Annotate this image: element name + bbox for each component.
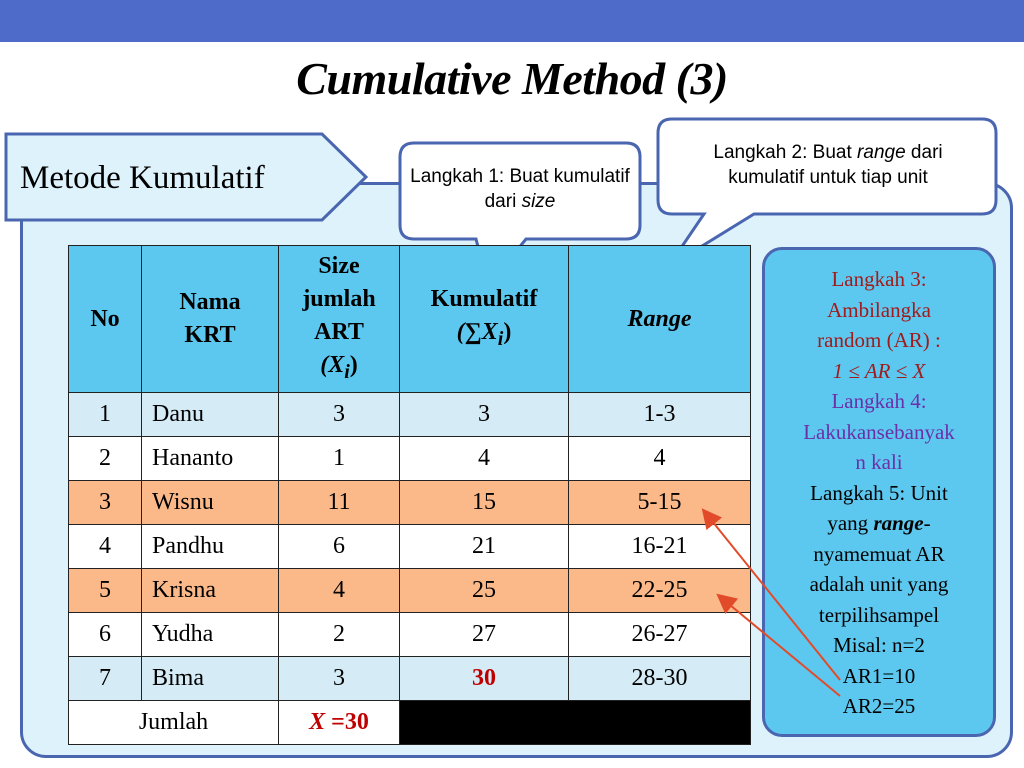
cell-kumulatif: 27 <box>400 613 569 657</box>
header-no: No <box>69 246 142 393</box>
arrow-to-wisnu <box>708 516 840 680</box>
cell-nama: Pandhu <box>142 525 279 569</box>
callout-step1-text: Langkah 1: Buat kumulatif dari size <box>410 166 630 212</box>
section-banner <box>4 132 368 222</box>
step5-line: AR1=10 <box>842 663 916 688</box>
slide-title: Cumulative Method (3) <box>296 53 728 104</box>
cell-nama: Krisna <box>142 569 279 613</box>
callout-step2-text: Langkah 2: Buat range dari kumulatif untuk tiap unit <box>713 142 943 188</box>
cell-kumulatif: 3 <box>400 393 569 437</box>
cell-kumulatif: 21 <box>400 525 569 569</box>
table-row <box>69 393 751 437</box>
table-row-highlighted <box>69 569 751 613</box>
cell-no: 6 <box>69 613 142 657</box>
table-row <box>69 525 751 569</box>
table-row-highlighted <box>69 481 751 525</box>
step5-line: terpilihsampel <box>818 602 940 627</box>
cumulative-table <box>68 245 751 745</box>
cell-size: 6 <box>279 525 400 569</box>
step3-formula: 1 ≤ AR ≤ X <box>832 358 926 383</box>
cell-nama: Hananto <box>142 437 279 481</box>
step4-line: n kali <box>855 450 903 474</box>
cell-nama: Danu <box>142 393 279 437</box>
cell-range: 5-15 <box>569 481 751 525</box>
cell-size: 11 <box>279 481 400 525</box>
step3-line: random (AR) : <box>817 328 941 352</box>
step4-line: Langkah 4: <box>831 389 927 413</box>
top-accent-bar <box>0 0 1024 42</box>
footer-total: X =30 <box>279 701 400 745</box>
step5-line: Langkah 5: Unit <box>810 480 948 505</box>
step5-line: adalah unit yang <box>809 572 949 596</box>
header-range: Range <box>569 246 751 393</box>
cell-no: 5 <box>69 569 142 613</box>
cell-size: 2 <box>279 613 400 657</box>
step3-line: Ambilangka <box>827 297 931 322</box>
table-row <box>69 613 751 657</box>
cell-size: 4 <box>279 569 400 613</box>
step5-line: nyamemuat AR <box>813 541 945 566</box>
banner-label: Metode Kumulatif <box>20 160 265 196</box>
step3-line: Langkah 3: <box>831 267 927 291</box>
cell-size: 3 <box>279 393 400 437</box>
cell-kumulatif: 25 <box>400 569 569 613</box>
table-footer-row <box>69 701 751 745</box>
cell-no: 4 <box>69 525 142 569</box>
cell-kumulatif: 4 <box>400 437 569 481</box>
table-row <box>69 437 751 481</box>
cell-range: 4 <box>569 437 751 481</box>
cell-kumulatif: 15 <box>400 481 569 525</box>
cell-range: 28-30 <box>569 657 751 701</box>
cell-no: 7 <box>69 657 142 701</box>
cell-range: 1-3 <box>569 393 751 437</box>
footer-label: Jumlah <box>69 701 279 745</box>
pointer-arrows <box>690 500 850 700</box>
step5-line: AR2=25 <box>842 694 916 718</box>
cell-size: 1 <box>279 437 400 481</box>
cell-kumulatif-total: 30 <box>400 657 569 701</box>
step4-line: Lakukansebanyak <box>803 419 955 444</box>
step5-line: yang range- <box>827 511 931 535</box>
header-kumulatif: Kumulatif $(\sum X_i)$ <box>400 246 569 393</box>
cell-nama: Yudha <box>142 613 279 657</box>
cell-range: 22-25 <box>569 569 751 613</box>
header-size: Size jumlah ART $(X_i)$ <box>279 246 400 393</box>
cell-range: 16-21 <box>569 525 751 569</box>
cell-size: 3 <box>279 657 400 701</box>
header-nama: Nama KRT <box>142 246 279 393</box>
table-row <box>69 657 751 701</box>
cell-nama: Bima <box>142 657 279 701</box>
cell-no: 3 <box>69 481 142 525</box>
cell-no: 2 <box>69 437 142 481</box>
arrow-to-krisna <box>724 600 840 696</box>
cell-range: 26-27 <box>569 613 751 657</box>
cell-nama: Wisnu <box>142 481 279 525</box>
cell-no: 1 <box>69 393 142 437</box>
step5-line: Misal: n=2 <box>833 633 925 657</box>
footer-blank <box>400 701 751 745</box>
